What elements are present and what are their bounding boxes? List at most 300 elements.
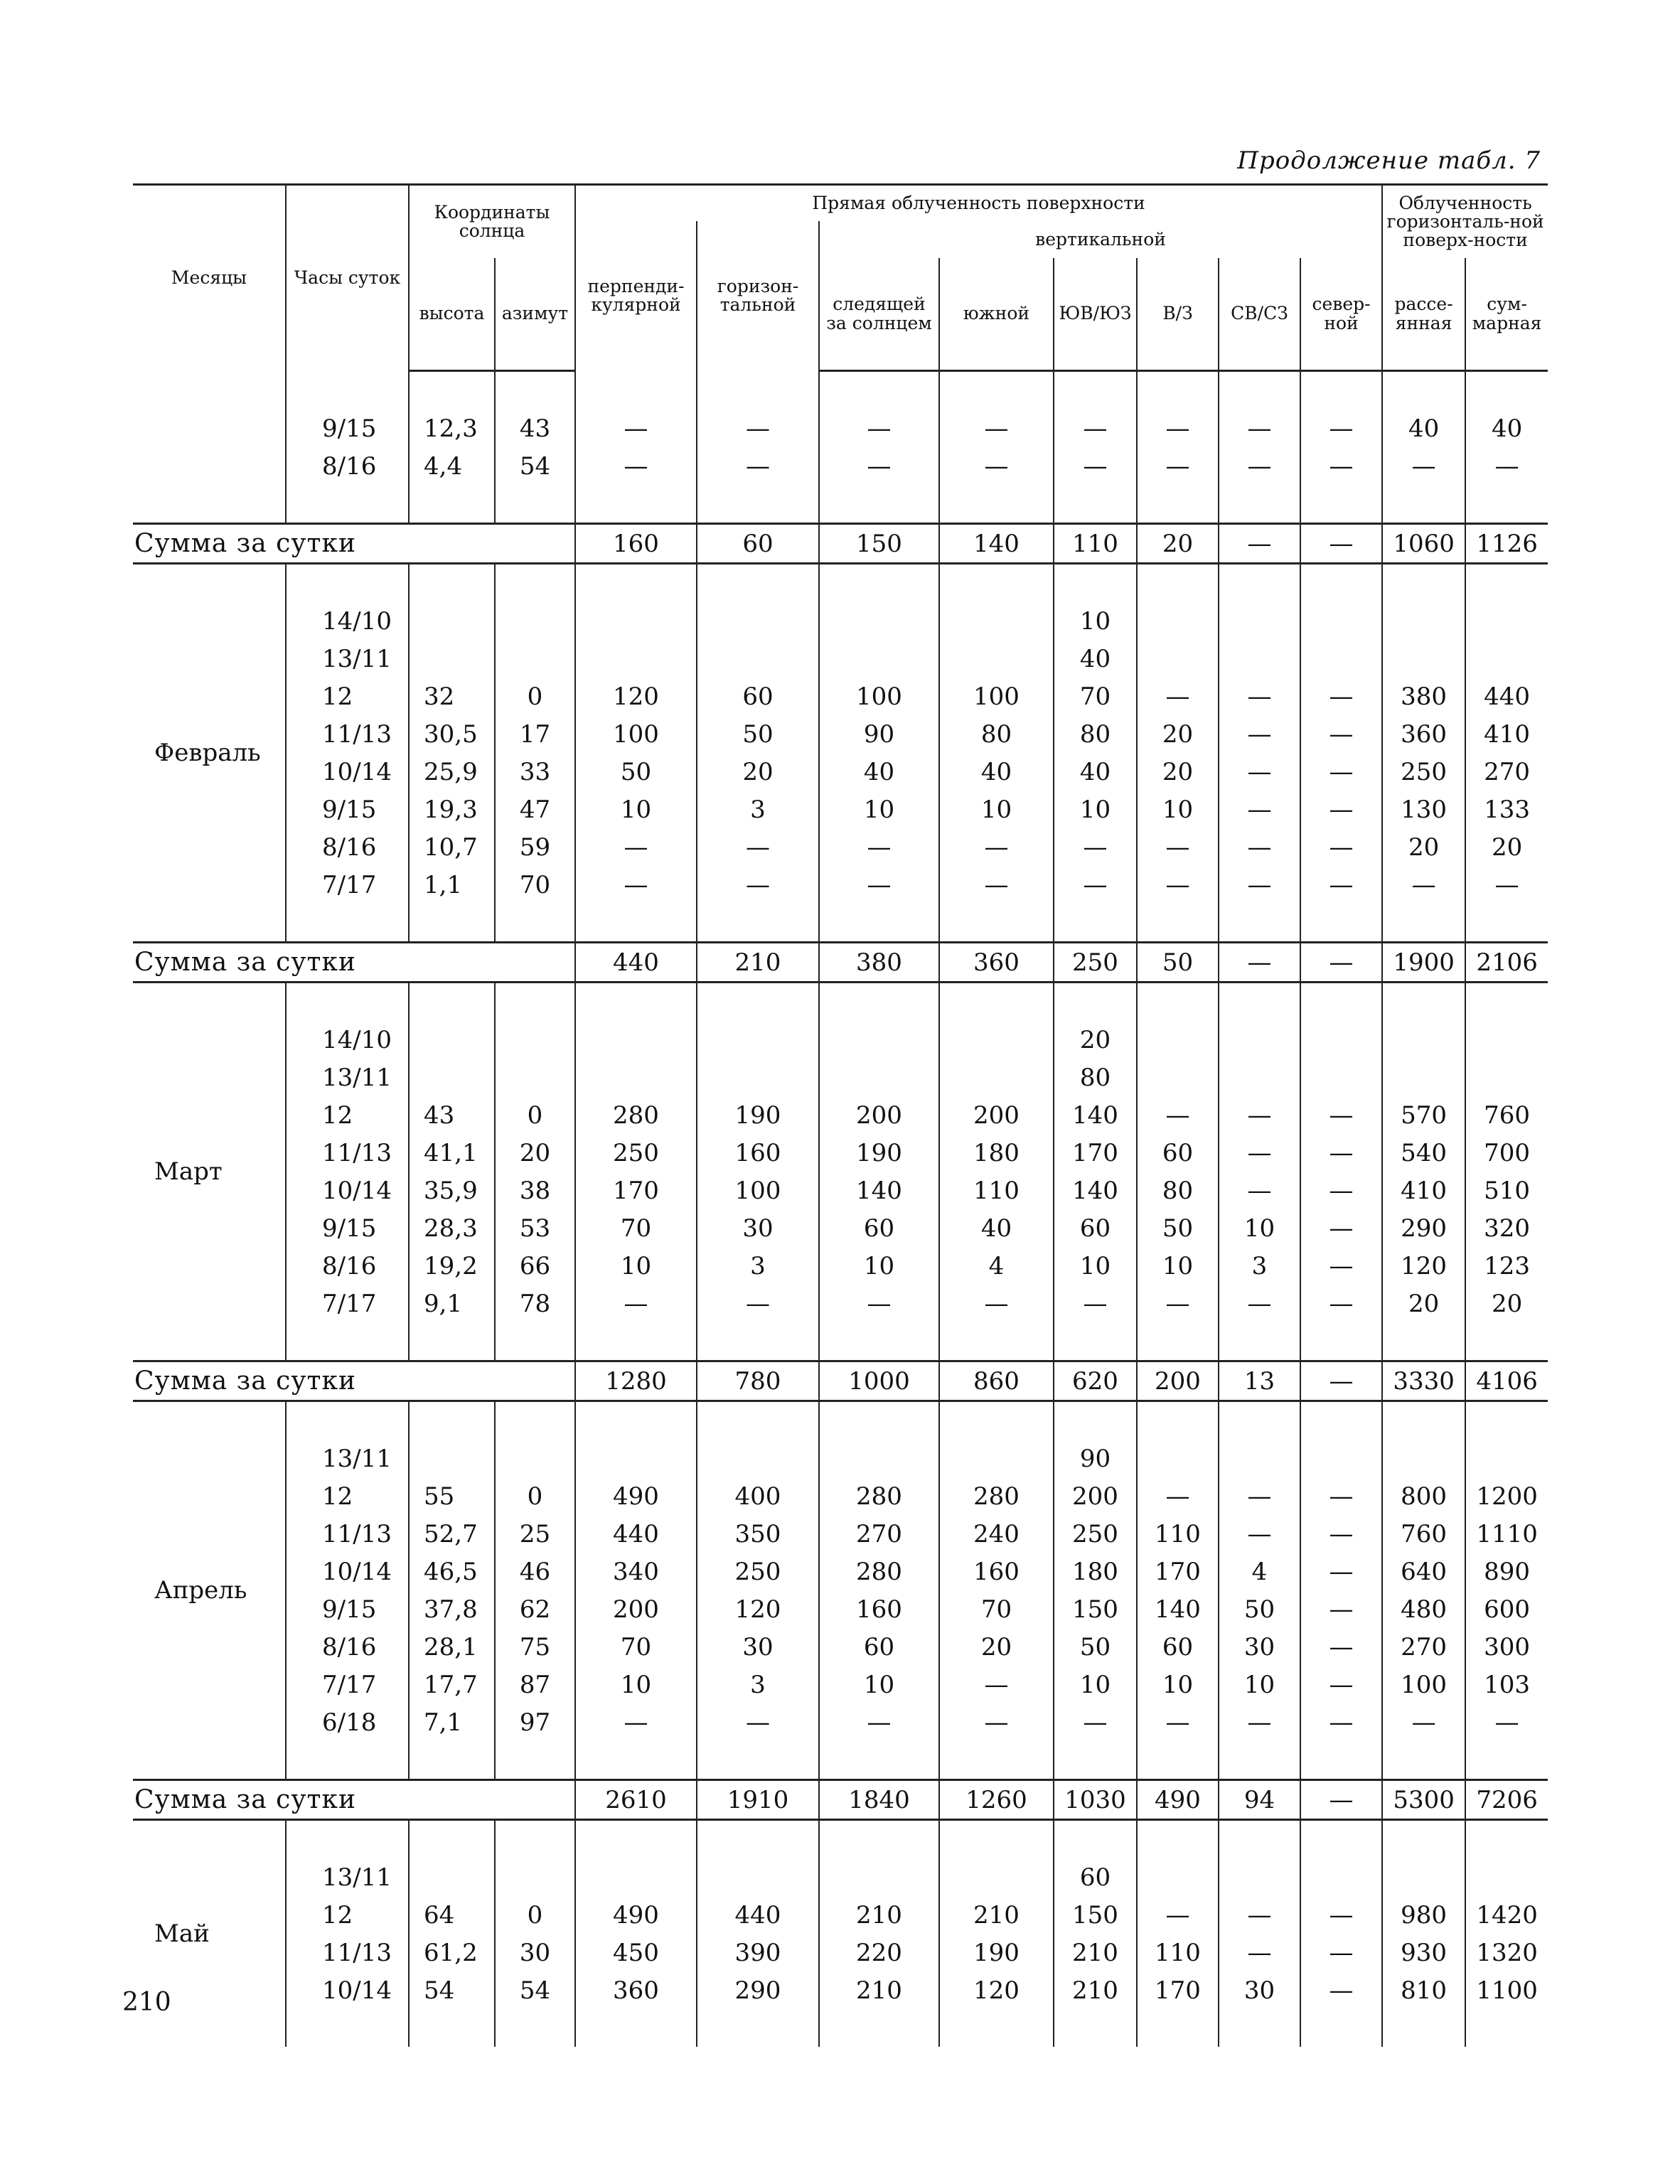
sum-cell: 620 <box>1054 1361 1137 1401</box>
table-cell: 3 <box>697 791 819 828</box>
table-cell: 10/14 <box>286 1172 409 1209</box>
table-cell: 10 <box>1219 1666 1300 1703</box>
table-cell: 60 <box>819 1628 939 1666</box>
table-cell: — <box>1219 866 1300 904</box>
table-cell <box>819 1059 939 1096</box>
table-cell: 10/14 <box>286 1553 409 1590</box>
spacer-cell <box>1465 1322 1548 1361</box>
table-cell: — <box>1219 715 1300 753</box>
table-cell: 10 <box>575 1666 697 1703</box>
table-cell: 10 <box>1054 1666 1137 1703</box>
table-cell: — <box>939 410 1054 447</box>
table-cell: 140 <box>1137 1590 1219 1628</box>
sum-label: Сумма за сутки <box>133 1780 575 1820</box>
table-cell: 43 <box>409 1096 495 1134</box>
spacer-cell <box>575 1401 697 1440</box>
spacer-cell <box>1300 983 1382 1022</box>
table-row <box>133 1440 1548 1477</box>
table-cell: 60 <box>697 678 819 715</box>
spacer-cell <box>939 1820 1054 1859</box>
spacer-cell <box>1054 904 1137 943</box>
table-cell: 700 <box>1465 1134 1548 1172</box>
sum-cell: — <box>1300 1361 1382 1401</box>
table-cell: — <box>1300 1896 1382 1934</box>
table-row <box>133 1666 1548 1703</box>
table-cell: 40 <box>1054 640 1137 678</box>
table-cell <box>409 1440 495 1477</box>
table-cell: — <box>1300 1553 1382 1590</box>
table-cell: — <box>697 1703 819 1741</box>
table-cell: — <box>939 1285 1054 1322</box>
table-row <box>133 1209 1548 1247</box>
sum-cell: 1060 <box>1382 524 1465 564</box>
table-cell: 30 <box>495 1934 575 1971</box>
table-row <box>133 1553 1548 1590</box>
table-cell: 8/16 <box>286 1247 409 1285</box>
spacer-cell <box>697 983 819 1022</box>
sum-cell: 440 <box>575 943 697 983</box>
table-cell: 10 <box>1137 1247 1219 1285</box>
table-cell: — <box>1219 1896 1300 1934</box>
table-cell: 70 <box>1054 678 1137 715</box>
spacer-cell <box>1382 1820 1465 1859</box>
table-cell: 43 <box>495 410 575 447</box>
table-cell: — <box>1137 447 1219 485</box>
table-cell <box>409 1059 495 1096</box>
spacer-cell <box>1219 2009 1300 2047</box>
table-cell: — <box>1219 447 1300 485</box>
table-cell: 8/16 <box>286 1628 409 1666</box>
spacer-cell <box>409 2009 495 2047</box>
table-cell <box>819 1440 939 1477</box>
table-cell: 280 <box>819 1553 939 1590</box>
table-cell: — <box>1137 410 1219 447</box>
spacer-cell <box>1137 1820 1219 1859</box>
table-row <box>133 1247 1548 1285</box>
table-cell <box>1219 1059 1300 1096</box>
table-cell: 210 <box>939 1896 1054 1934</box>
table-cell: 20 <box>1137 753 1219 791</box>
table-body <box>133 371 1548 2048</box>
table-cell: — <box>1054 447 1137 485</box>
spacer-cell <box>697 485 819 524</box>
table-row <box>133 1059 1548 1096</box>
table-cell: 8/16 <box>286 828 409 866</box>
table-cell: 390 <box>697 1934 819 1971</box>
table-cell: 270 <box>1465 753 1548 791</box>
table-cell: — <box>1054 866 1137 904</box>
table-cell: 410 <box>1382 1172 1465 1209</box>
table-cell: — <box>1382 1703 1465 1741</box>
table-cell: 1420 <box>1465 1896 1548 1934</box>
spacer-cell <box>409 371 495 410</box>
sum-cell: 200 <box>1137 1361 1219 1401</box>
table-cell <box>819 1858 939 1896</box>
table-cell: 64 <box>409 1896 495 1934</box>
sum-cell: 20 <box>1137 524 1219 564</box>
table-cell: 290 <box>1382 1209 1465 1247</box>
table-cell: 200 <box>819 1096 939 1134</box>
table-cell: 7/17 <box>286 866 409 904</box>
table-cell <box>939 1059 1054 1096</box>
table-cell: — <box>1300 1247 1382 1285</box>
table-cell: 10 <box>575 1247 697 1285</box>
table-cell: 3 <box>1219 1247 1300 1285</box>
spacer-cell <box>819 1322 939 1361</box>
table-cell <box>495 1858 575 1896</box>
table-cell <box>409 1858 495 1896</box>
table-cell: 38 <box>495 1172 575 1209</box>
table-cell <box>1300 640 1382 678</box>
table-row <box>133 410 1548 447</box>
sum-row <box>133 943 1548 983</box>
spacer-cell <box>495 1401 575 1440</box>
table-cell: — <box>1300 410 1382 447</box>
table-cell: 60 <box>1054 1209 1137 1247</box>
spacer-cell <box>1054 371 1137 410</box>
table-cell: 50 <box>1219 1590 1300 1628</box>
table-cell: 160 <box>697 1134 819 1172</box>
table-cell: 800 <box>1382 1477 1465 1515</box>
table-cell: — <box>575 1703 697 1741</box>
spacer-cell <box>495 1322 575 1361</box>
table-cell: — <box>697 410 819 447</box>
table-cell: 360 <box>1382 715 1465 753</box>
sum-cell: 3330 <box>1382 1361 1465 1401</box>
table-cell: 0 <box>495 1896 575 1934</box>
table-cell: — <box>697 1285 819 1322</box>
table-cell: 450 <box>575 1934 697 1971</box>
spacer-cell <box>575 904 697 943</box>
table-cell: 50 <box>1137 1209 1219 1247</box>
sum-cell: 1840 <box>819 1780 939 1820</box>
sum-cell: 140 <box>939 524 1054 564</box>
table-cell: 55 <box>409 1477 495 1515</box>
spacer-cell <box>575 1322 697 1361</box>
table-cell: 20 <box>697 753 819 791</box>
table-cell <box>697 1021 819 1059</box>
table-cell: — <box>575 1285 697 1322</box>
table-cell: 12 <box>286 678 409 715</box>
table-cell: — <box>1137 1477 1219 1515</box>
table-cell: 120 <box>575 678 697 715</box>
table-cell <box>575 1440 697 1477</box>
table-cell: — <box>1054 828 1137 866</box>
spacer-cell <box>1382 371 1465 410</box>
table-cell: 10 <box>939 791 1054 828</box>
table-cell: — <box>1219 1515 1300 1553</box>
table-cell: 320 <box>1465 1209 1548 1247</box>
table-cell: 80 <box>1054 1059 1137 1096</box>
table-cell: 70 <box>575 1628 697 1666</box>
table-cell <box>1382 1440 1465 1477</box>
table-cell: 28,1 <box>409 1628 495 1666</box>
table-row <box>133 1703 1548 1741</box>
table-cell <box>1300 1021 1382 1059</box>
table-cell: 120 <box>1382 1247 1465 1285</box>
table-cell <box>1382 602 1465 640</box>
sum-cell: 1900 <box>1382 943 1465 983</box>
table-cell: 19,3 <box>409 791 495 828</box>
spacer-cell <box>1219 564 1300 603</box>
header-e-w: В/З <box>1137 258 1219 371</box>
spacer-cell <box>409 904 495 943</box>
table-row <box>133 1628 1548 1666</box>
table-cell: — <box>1219 1096 1300 1134</box>
table-cell: 41,1 <box>409 1134 495 1172</box>
table-cell <box>939 1858 1054 1896</box>
table-cell: 20 <box>1465 828 1548 866</box>
table-cell <box>575 640 697 678</box>
spacer-cell <box>819 564 939 603</box>
table-cell: 140 <box>819 1172 939 1209</box>
table-cell: 490 <box>575 1896 697 1934</box>
table-cell: 7/17 <box>286 1285 409 1322</box>
table-cell: 80 <box>1054 715 1137 753</box>
spacer-cell <box>1465 564 1548 603</box>
spacer-row <box>133 1401 1548 1440</box>
table-cell <box>1300 602 1382 640</box>
header-diffuse: рассе-янная <box>1382 258 1465 371</box>
table-cell: — <box>1137 1096 1219 1134</box>
table-cell: — <box>575 447 697 485</box>
spacer-cell <box>697 564 819 603</box>
table-cell: 12 <box>286 1477 409 1515</box>
table-row <box>133 1096 1548 1134</box>
table-cell: — <box>1219 678 1300 715</box>
table-cell: 20 <box>1137 715 1219 753</box>
spacer-cell <box>1054 2009 1137 2047</box>
table-cell <box>575 1858 697 1896</box>
table-cell: 210 <box>819 1971 939 2009</box>
spacer-cell <box>495 983 575 1022</box>
table-cell: 200 <box>575 1590 697 1628</box>
sum-cell: 4106 <box>1465 1361 1548 1401</box>
table-cell: 10/14 <box>286 1971 409 2009</box>
table-cell: — <box>1219 753 1300 791</box>
table-cell: 90 <box>1054 1440 1137 1477</box>
table-row <box>133 1934 1548 1971</box>
table-cell: — <box>1300 1628 1382 1666</box>
table-cell: — <box>939 447 1054 485</box>
table-cell: — <box>1219 1285 1300 1322</box>
header-horizontal: горизон-тальной <box>697 221 819 371</box>
spacer-cell <box>1300 485 1382 524</box>
header-tracking: следящей за солнцем <box>819 258 939 371</box>
table-cell: 250 <box>697 1553 819 1590</box>
table-cell: 1100 <box>1465 1971 1548 2009</box>
table-cell: 9,1 <box>409 1285 495 1322</box>
table-row <box>133 753 1548 791</box>
table-cell: 25 <box>495 1515 575 1553</box>
table-cell: 140 <box>1054 1096 1137 1134</box>
table-cell: — <box>819 828 939 866</box>
sum-cell: 780 <box>697 1361 819 1401</box>
table-cell: — <box>939 1666 1054 1703</box>
spacer-cell <box>1300 2009 1382 2047</box>
table-cell: — <box>697 828 819 866</box>
spacer-row <box>133 485 1548 524</box>
table-cell: 11/13 <box>286 1934 409 1971</box>
spacer-row <box>133 1741 1548 1780</box>
table-cell: 930 <box>1382 1934 1465 1971</box>
table-cell <box>819 640 939 678</box>
table-cell <box>1465 602 1548 640</box>
spacer-cell <box>1137 1741 1219 1780</box>
table-cell: 133 <box>1465 791 1548 828</box>
sum-row <box>133 1361 1548 1401</box>
table-cell: 170 <box>1137 1553 1219 1590</box>
spacer-cell <box>575 371 697 410</box>
table-cell: 510 <box>1465 1172 1548 1209</box>
table-cell: — <box>1054 1703 1137 1741</box>
sum-cell: — <box>1300 1780 1382 1820</box>
table-row <box>133 1515 1548 1553</box>
table-cell: 410 <box>1465 715 1548 753</box>
table-cell: 1320 <box>1465 1934 1548 1971</box>
table-cell: 33 <box>495 753 575 791</box>
table-cell: 640 <box>1382 1553 1465 1590</box>
table-cell: 78 <box>495 1285 575 1322</box>
table-cell <box>495 602 575 640</box>
table-cell: 890 <box>1465 1553 1548 1590</box>
spacer-cell <box>1300 1322 1382 1361</box>
table-cell <box>697 640 819 678</box>
spacer-cell <box>939 371 1054 410</box>
spacer-cell <box>819 1401 939 1440</box>
table-cell: 180 <box>939 1134 1054 1172</box>
table-cell: 59 <box>495 828 575 866</box>
spacer-cell <box>1300 904 1382 943</box>
table-cell: — <box>1300 1934 1382 1971</box>
spacer-cell <box>1465 904 1548 943</box>
sum-cell: 50 <box>1137 943 1219 983</box>
table-cell: 52,7 <box>409 1515 495 1553</box>
table-cell: 10 <box>1137 791 1219 828</box>
table-cell <box>1137 640 1219 678</box>
spacer-cell <box>575 485 697 524</box>
table-cell: 40 <box>819 753 939 791</box>
spacer-cell <box>1382 564 1465 603</box>
table-row <box>133 640 1548 678</box>
spacer-cell <box>1137 1322 1219 1361</box>
table-cell <box>575 1059 697 1096</box>
spacer-cell <box>575 564 697 603</box>
table-row <box>133 602 1548 640</box>
table-cell: 1110 <box>1465 1515 1548 1553</box>
table-cell: 300 <box>1465 1628 1548 1666</box>
table-cell: — <box>1465 447 1548 485</box>
table-cell: 600 <box>1465 1590 1548 1628</box>
sum-cell: 380 <box>819 943 939 983</box>
table-cell: — <box>819 447 939 485</box>
table-cell: 3 <box>697 1666 819 1703</box>
sum-cell: 1126 <box>1465 524 1548 564</box>
month-label: Май <box>154 1920 210 1948</box>
spacer-cell <box>1382 1741 1465 1780</box>
spacer-cell <box>1465 2009 1548 2047</box>
table-row <box>133 791 1548 828</box>
sum-cell: 7206 <box>1465 1780 1548 1820</box>
table-cell <box>1382 1858 1465 1896</box>
table-row <box>133 1134 1548 1172</box>
table-cell: — <box>1054 410 1137 447</box>
spacer-cell <box>1219 1820 1300 1859</box>
table-cell: — <box>1465 1703 1548 1741</box>
table-cell: 0 <box>495 1096 575 1134</box>
table-cell: — <box>1300 1666 1382 1703</box>
table-cell: 8/16 <box>286 447 409 485</box>
table-row <box>133 715 1548 753</box>
spacer-cell <box>1219 1401 1300 1440</box>
table-cell: — <box>1137 1703 1219 1741</box>
table-cell: 13/11 <box>286 1858 409 1896</box>
sum-cell: 490 <box>1137 1780 1219 1820</box>
table-cell: 440 <box>1465 678 1548 715</box>
spacer-cell <box>1054 485 1137 524</box>
table-cell: 0 <box>495 1477 575 1515</box>
spacer-cell <box>1300 371 1382 410</box>
table-cell: 570 <box>1382 1096 1465 1134</box>
sum-cell: 13 <box>1219 1361 1300 1401</box>
table-cell: 13/11 <box>286 1059 409 1096</box>
table-cell: 280 <box>819 1477 939 1515</box>
header-perpendicular: перпенди-кулярной <box>575 221 697 371</box>
table-cell: 60 <box>1054 1858 1137 1896</box>
table-cell: 380 <box>1382 678 1465 715</box>
spacer-cell <box>1054 1741 1137 1780</box>
table-cell <box>1465 1440 1548 1477</box>
table-cell: 0 <box>495 678 575 715</box>
spacer-cell <box>819 485 939 524</box>
table-cell <box>939 640 1054 678</box>
header-hours: Часы суток <box>286 185 409 371</box>
table-cell: — <box>1300 753 1382 791</box>
table-cell: 9/15 <box>286 410 409 447</box>
table-cell: 50 <box>1054 1628 1137 1666</box>
spacer-cell <box>939 485 1054 524</box>
table-cell <box>1137 1440 1219 1477</box>
table-cell <box>1465 640 1548 678</box>
table-cell: — <box>1137 1896 1219 1934</box>
table-cell: — <box>1300 715 1382 753</box>
spacer-cell <box>286 1322 409 1361</box>
table-cell: 220 <box>819 1934 939 1971</box>
sum-cell: 1910 <box>697 1780 819 1820</box>
table-cell: 66 <box>495 1247 575 1285</box>
table-cell: — <box>1300 866 1382 904</box>
header-vertical: вертикальной <box>819 221 1382 258</box>
table-cell <box>409 640 495 678</box>
table-cell: — <box>939 1703 1054 1741</box>
spacer-cell <box>939 1741 1054 1780</box>
table-cell: 20 <box>939 1628 1054 1666</box>
table-cell <box>697 1858 819 1896</box>
spacer-cell <box>575 1820 697 1859</box>
spacer-cell <box>495 371 575 410</box>
spacer-cell <box>1137 904 1219 943</box>
sum-label: Сумма за сутки <box>133 943 575 983</box>
table-cell <box>1300 1059 1382 1096</box>
table-cell <box>495 1021 575 1059</box>
table-cell: 20 <box>1054 1021 1137 1059</box>
spacer-cell <box>1137 1401 1219 1440</box>
table-cell: 10 <box>1054 791 1137 828</box>
table-cell: — <box>1219 1172 1300 1209</box>
spacer-cell <box>1137 564 1219 603</box>
table-row <box>133 828 1548 866</box>
sum-cell: 150 <box>819 524 939 564</box>
